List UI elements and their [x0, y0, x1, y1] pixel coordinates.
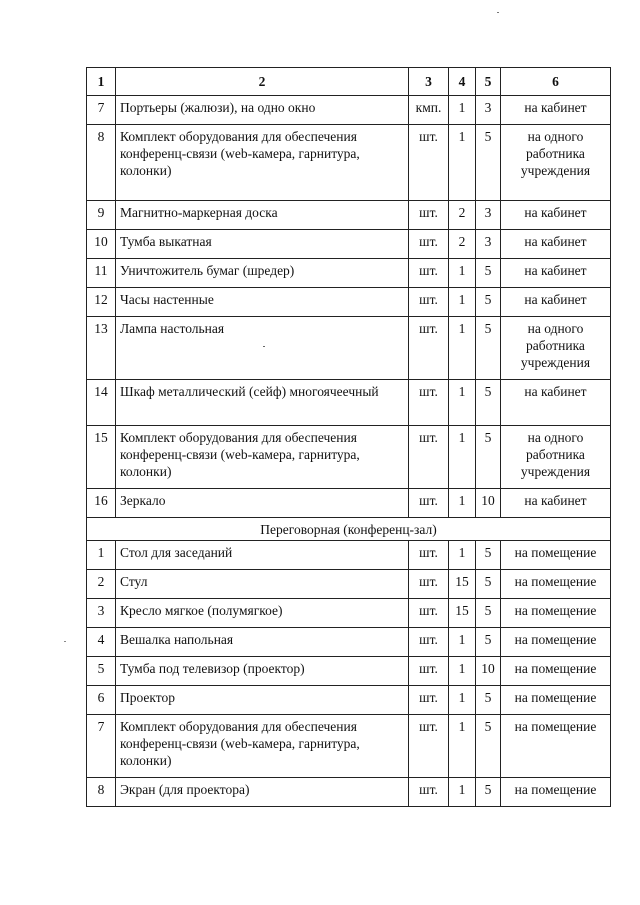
quantity: 1 [449, 489, 476, 518]
unit-of-measure: шт. [409, 778, 449, 807]
row-number: 3 [87, 599, 116, 628]
allocation-basis: на кабинет [501, 380, 611, 426]
allocation-basis: на помещение [501, 541, 611, 570]
section-row [87, 518, 611, 541]
table-row [87, 628, 611, 657]
quantity: 1 [449, 288, 476, 317]
service-life-years: 5 [476, 715, 501, 778]
item-name: Комплект оборудования для обеспечения конференц-связи (web-камера, гарнитура, колонки) [116, 125, 409, 201]
quantity: 1 [449, 778, 476, 807]
row-number: 7 [87, 96, 116, 125]
quantity: 1 [449, 317, 476, 380]
service-life-years: 10 [476, 489, 501, 518]
allocation-basis: на помещение [501, 570, 611, 599]
allocation-basis: на кабинет [501, 259, 611, 288]
column-number-row [87, 68, 611, 96]
service-life-years: 5 [476, 259, 501, 288]
item-name: Кресло мягкое (полумягкое) [116, 599, 409, 628]
quantity: 1 [449, 686, 476, 715]
allocation-basis: на кабинет [501, 96, 611, 125]
equipment-norms-table [86, 67, 611, 807]
allocation-basis: на помещение [501, 657, 611, 686]
quantity: 1 [449, 657, 476, 686]
service-life-years: 5 [476, 380, 501, 426]
allocation-basis: на помещение [501, 778, 611, 807]
table-row [87, 380, 611, 426]
item-name: Портьеры (жалюзи), на одно окно [116, 96, 409, 125]
allocation-basis: на помещение [501, 628, 611, 657]
row-number: 15 [87, 426, 116, 489]
item-name: Стол для заседаний [116, 541, 409, 570]
table-row [87, 778, 611, 807]
row-number: 6 [87, 686, 116, 715]
column-number: 2 [116, 68, 409, 96]
column-number: 6 [501, 68, 611, 96]
column-number: 3 [409, 68, 449, 96]
item-name: Часы настенные [116, 288, 409, 317]
service-life-years: 3 [476, 96, 501, 125]
unit-of-measure: шт. [409, 657, 449, 686]
table-row [87, 96, 611, 125]
scan-speck [497, 12, 499, 13]
allocation-basis: на кабинет [501, 288, 611, 317]
unit-of-measure: шт. [409, 288, 449, 317]
column-number: 1 [87, 68, 116, 96]
unit-of-measure: шт. [409, 599, 449, 628]
row-number: 13 [87, 317, 116, 380]
quantity: 15 [449, 599, 476, 628]
row-number: 10 [87, 230, 116, 259]
unit-of-measure: шт. [409, 426, 449, 489]
quantity: 1 [449, 541, 476, 570]
item-name: Шкаф металлический (сейф) многоячеечный [116, 380, 409, 426]
table-row [87, 599, 611, 628]
table-row [87, 317, 611, 380]
item-name: Тумба под телевизор (проектор) [116, 657, 409, 686]
item-name: Комплект оборудования для обеспечения конференц-связи (web-камера, гарнитура, колонки) [116, 715, 409, 778]
table-row [87, 288, 611, 317]
row-number: 1 [87, 541, 116, 570]
allocation-basis: на кабинет [501, 489, 611, 518]
unit-of-measure: шт. [409, 201, 449, 230]
service-life-years: 5 [476, 570, 501, 599]
allocation-basis: на помещение [501, 686, 611, 715]
allocation-basis: на кабинет [501, 201, 611, 230]
unit-of-measure: шт. [409, 230, 449, 259]
section-header [87, 518, 611, 541]
item-name: Экран (для проектора) [116, 778, 409, 807]
quantity: 2 [449, 201, 476, 230]
service-life-years: 5 [476, 426, 501, 489]
item-name: Зеркало [116, 489, 409, 518]
table-row [87, 570, 611, 599]
quantity: 1 [449, 96, 476, 125]
quantity: 2 [449, 230, 476, 259]
table-row [87, 230, 611, 259]
unit-of-measure: шт. [409, 317, 449, 380]
item-name: Уничтожитель бумаг (шредер) [116, 259, 409, 288]
table-row [87, 489, 611, 518]
unit-of-measure: шт. [409, 259, 449, 288]
service-life-years: 5 [476, 541, 501, 570]
quantity: 15 [449, 570, 476, 599]
quantity: 1 [449, 125, 476, 201]
table-row [87, 715, 611, 778]
row-number: 4 [87, 628, 116, 657]
service-life-years: 3 [476, 201, 501, 230]
row-number: 7 [87, 715, 116, 778]
row-number: 14 [87, 380, 116, 426]
row-number: 9 [87, 201, 116, 230]
office-items [87, 96, 611, 518]
table-row [87, 426, 611, 489]
item-name: Вешалка напольная [116, 628, 409, 657]
item-name: Стул [116, 570, 409, 599]
service-life-years: 5 [476, 288, 501, 317]
service-life-years: 5 [476, 686, 501, 715]
row-number: 11 [87, 259, 116, 288]
item-name: Магнитно-маркерная доска [116, 201, 409, 230]
service-life-years: 5 [476, 628, 501, 657]
service-life-years: 3 [476, 230, 501, 259]
table-row [87, 125, 611, 201]
row-number: 12 [87, 288, 116, 317]
unit-of-measure: шт. [409, 380, 449, 426]
section-title: Переговорная (конференц-зал) [87, 518, 611, 541]
item-name: Комплект оборудования для обеспечения конференц-связи (web-камера, гарнитура, колонки) [116, 426, 409, 489]
unit-of-measure: шт. [409, 125, 449, 201]
allocation-basis: на одного работника учреждения [501, 317, 611, 380]
unit-of-measure: шт. [409, 489, 449, 518]
row-number: 5 [87, 657, 116, 686]
unit-of-measure: кмп. [409, 96, 449, 125]
item-name: Тумба выкатная [116, 230, 409, 259]
service-life-years: 5 [476, 317, 501, 380]
allocation-basis: на одного работника учреждения [501, 426, 611, 489]
quantity: 1 [449, 426, 476, 489]
row-number: 16 [87, 489, 116, 518]
table-row [87, 541, 611, 570]
column-number: 5 [476, 68, 501, 96]
allocation-basis: на одного работника учреждения [501, 125, 611, 201]
meeting-room-items [87, 541, 611, 807]
service-life-years: 5 [476, 125, 501, 201]
row-number: 2 [87, 570, 116, 599]
table-row [87, 657, 611, 686]
unit-of-measure: шт. [409, 686, 449, 715]
service-life-years: 10 [476, 657, 501, 686]
unit-of-measure: шт. [409, 570, 449, 599]
allocation-basis: на помещение [501, 599, 611, 628]
row-number: 8 [87, 125, 116, 201]
table-row [87, 259, 611, 288]
quantity: 1 [449, 259, 476, 288]
quantity: 1 [449, 715, 476, 778]
unit-of-measure: шт. [409, 715, 449, 778]
column-number: 4 [449, 68, 476, 96]
quantity: 1 [449, 628, 476, 657]
allocation-basis: на кабинет [501, 230, 611, 259]
table-row [87, 686, 611, 715]
quantity: 1 [449, 380, 476, 426]
item-name: Проектор [116, 686, 409, 715]
table-row [87, 201, 611, 230]
service-life-years: 5 [476, 599, 501, 628]
unit-of-measure: шт. [409, 541, 449, 570]
allocation-basis: на помещение [501, 715, 611, 778]
row-number: 8 [87, 778, 116, 807]
service-life-years: 5 [476, 778, 501, 807]
scan-speck [64, 641, 66, 642]
item-name: Лампа настольная [116, 317, 409, 380]
unit-of-measure: шт. [409, 628, 449, 657]
